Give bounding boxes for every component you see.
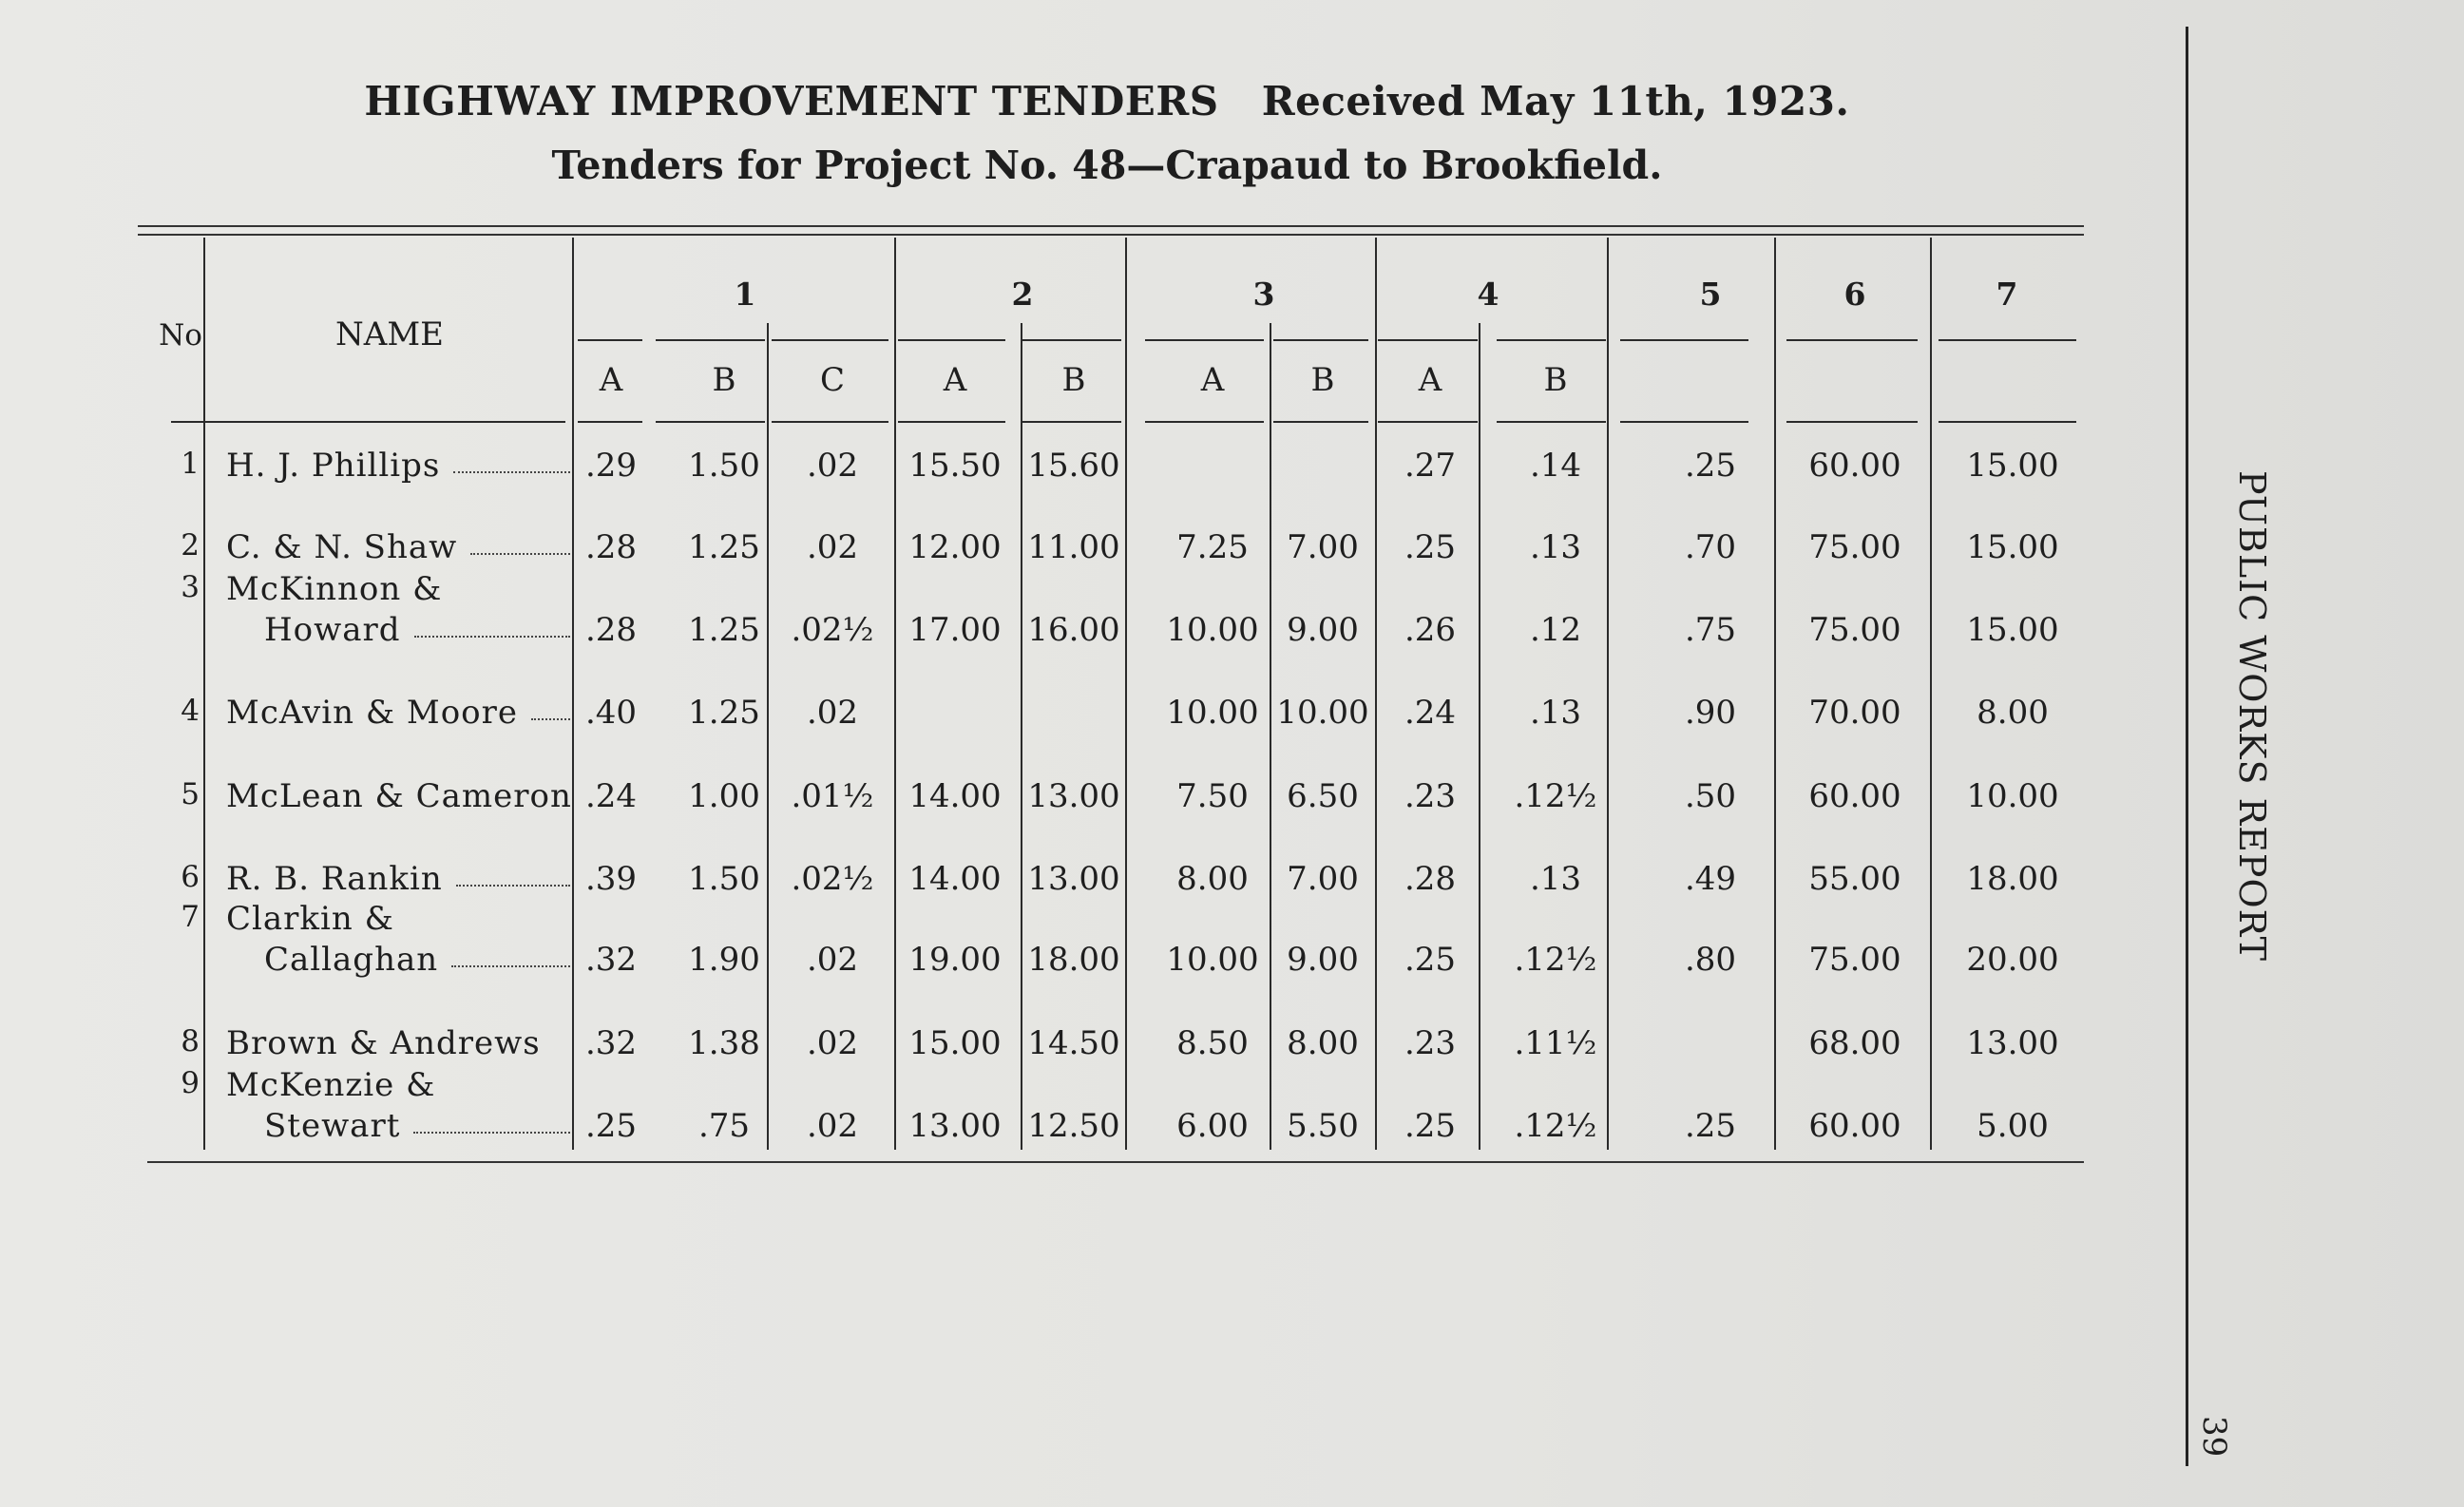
row-number: 2 bbox=[181, 528, 200, 563]
bid-cell: .24 bbox=[1404, 694, 1457, 732]
header-sub-b: B bbox=[712, 361, 736, 399]
tenderer-name bbox=[226, 447, 570, 485]
bid-cell: 16.00 bbox=[1027, 611, 1120, 649]
bid-cell: 9.00 bbox=[1287, 941, 1359, 979]
title-received-date: Received May 11th, 1923. bbox=[1261, 78, 1850, 124]
bid-cell: 15.00 bbox=[908, 1024, 1002, 1062]
tenderer-name: Clarkin & bbox=[226, 900, 394, 938]
bid-cell: .23 bbox=[1404, 1024, 1457, 1062]
bid-cell: 13.00 bbox=[1027, 777, 1120, 815]
bid-cell: 7.50 bbox=[1176, 777, 1249, 815]
bid-cell: .23 bbox=[1404, 777, 1457, 815]
bid-cell: 6.50 bbox=[1287, 777, 1359, 815]
bid-cell: 19.00 bbox=[908, 941, 1002, 979]
bid-cell: 10.00 bbox=[1166, 694, 1259, 732]
bid-cell: .90 bbox=[1684, 694, 1737, 732]
page-number bbox=[2195, 1416, 2233, 1473]
header-group-3: 3 bbox=[1252, 276, 1275, 313]
tenderer-name bbox=[226, 860, 570, 898]
tenderer-name: McKinnon & bbox=[226, 570, 443, 608]
row-number: 3 bbox=[181, 570, 200, 604]
header-group-2: 2 bbox=[1011, 276, 1034, 313]
title-main: HIGHWAY IMPROVEMENT TENDERS bbox=[364, 78, 1219, 124]
dot-leader bbox=[413, 1107, 570, 1134]
header-group-1: 1 bbox=[734, 276, 756, 313]
bid-cell: .14 bbox=[1529, 447, 1582, 485]
bid-cell: 5.00 bbox=[1977, 1107, 2049, 1145]
tenderer-name bbox=[226, 694, 570, 732]
tenderer-name bbox=[226, 528, 570, 566]
bid-cell: .25 bbox=[1404, 941, 1457, 979]
bid-cell: .25 bbox=[1404, 528, 1457, 566]
bid-cell: 1.25 bbox=[688, 528, 760, 566]
bid-cell: 14.00 bbox=[908, 860, 1002, 898]
tenderer-name-text: Callaghan bbox=[264, 941, 439, 979]
bid-cell: 55.00 bbox=[1808, 860, 1901, 898]
header-sub-b: B bbox=[1543, 361, 1568, 399]
tenderer-name: McLean & Cameron bbox=[226, 777, 572, 815]
row-number: 8 bbox=[181, 1024, 200, 1059]
bid-cell: 1.25 bbox=[688, 611, 760, 649]
dot-leader bbox=[456, 860, 570, 887]
bid-cell: .75 bbox=[1684, 611, 1737, 649]
bid-cell: 6.00 bbox=[1176, 1107, 1249, 1145]
bid-cell: 14.00 bbox=[908, 777, 1002, 815]
bid-cell: 15.60 bbox=[1027, 447, 1120, 485]
top-rule bbox=[138, 225, 2084, 227]
bid-cell: 13.00 bbox=[1966, 1024, 2059, 1062]
header-name: NAME bbox=[335, 315, 444, 353]
bid-cell: .32 bbox=[584, 1024, 638, 1062]
page-title bbox=[138, 78, 2076, 124]
bid-cell: 20.00 bbox=[1966, 941, 2059, 979]
bid-cell: .12½ bbox=[1514, 1107, 1597, 1145]
dot-leader bbox=[453, 447, 570, 473]
bid-cell: 8.00 bbox=[1977, 694, 2049, 732]
bid-cell: .13 bbox=[1529, 528, 1582, 566]
dot-leader bbox=[414, 611, 570, 638]
bid-cell: 18.00 bbox=[1966, 860, 2059, 898]
bid-cell: .25 bbox=[1684, 447, 1737, 485]
bid-cell: .12½ bbox=[1514, 777, 1597, 815]
bid-cell: 60.00 bbox=[1808, 777, 1901, 815]
bid-cell: 68.00 bbox=[1808, 1024, 1901, 1062]
bid-cell: 13.00 bbox=[1027, 860, 1120, 898]
dot-leader bbox=[531, 694, 570, 720]
bid-cell: .12 bbox=[1529, 611, 1582, 649]
bid-cell: .32 bbox=[584, 941, 638, 979]
bid-cell: 10.00 bbox=[1276, 694, 1369, 732]
page-subtitle: Tenders for Project No. 48—Crapaud to Brookfield. bbox=[551, 143, 1663, 188]
header-sub-a: A bbox=[1418, 361, 1442, 399]
tenderer-name bbox=[264, 1107, 570, 1145]
tenderer-name-text: Howard bbox=[264, 611, 401, 649]
header-sub-a: A bbox=[599, 361, 623, 399]
page-number-text: 39 bbox=[2195, 1416, 2233, 1458]
bid-cell: .24 bbox=[584, 777, 638, 815]
header-sub-b: B bbox=[1061, 361, 1086, 399]
bid-cell: 9.00 bbox=[1287, 611, 1359, 649]
bid-cell: 18.00 bbox=[1027, 941, 1120, 979]
header-sub-a: A bbox=[943, 361, 967, 399]
bid-cell: .02½ bbox=[791, 611, 874, 649]
bid-cell: 13.00 bbox=[908, 1107, 1002, 1145]
bid-cell: .40 bbox=[584, 694, 638, 732]
row-number: 4 bbox=[181, 694, 200, 728]
bid-cell: 1.25 bbox=[688, 694, 760, 732]
bid-cell: .80 bbox=[1684, 941, 1737, 979]
bid-cell: .27 bbox=[1404, 447, 1457, 485]
bottom-rule bbox=[147, 1161, 2084, 1163]
header-sub-b: B bbox=[1310, 361, 1335, 399]
bid-cell: 75.00 bbox=[1808, 528, 1901, 566]
row-number: 7 bbox=[181, 900, 200, 934]
bid-cell: 15.00 bbox=[1966, 528, 2059, 566]
bid-cell: 12.50 bbox=[1027, 1107, 1120, 1145]
running-head bbox=[2231, 470, 2273, 1040]
bid-cell: .01½ bbox=[791, 777, 874, 815]
tenderer-name-text: McAvin & Moore bbox=[226, 694, 519, 732]
bid-cell: 8.00 bbox=[1287, 1024, 1359, 1062]
bid-cell: 17.00 bbox=[908, 611, 1002, 649]
bid-cell: 11.00 bbox=[1027, 528, 1120, 566]
bid-cell: .28 bbox=[1404, 860, 1457, 898]
bid-cell: .28 bbox=[584, 611, 638, 649]
dot-leader bbox=[451, 941, 570, 967]
bid-cell: 1.90 bbox=[688, 941, 760, 979]
bid-cell: 10.00 bbox=[1166, 941, 1259, 979]
tenderer-name-text: R. B. Rankin bbox=[226, 860, 443, 898]
bid-cell: 15.00 bbox=[1966, 611, 2059, 649]
bid-cell: .13 bbox=[1529, 694, 1582, 732]
header-group-7: 7 bbox=[1996, 276, 2018, 313]
bid-cell: 60.00 bbox=[1808, 1107, 1901, 1145]
margin-rule bbox=[2186, 27, 2188, 1466]
bid-cell: .02½ bbox=[791, 860, 874, 898]
row-number: 1 bbox=[181, 447, 200, 481]
bid-cell: 15.00 bbox=[1966, 447, 2059, 485]
bid-cell: .02 bbox=[806, 447, 859, 485]
tenderer-name-text: H. J. Phillips bbox=[226, 447, 441, 485]
tenderer-name bbox=[264, 611, 570, 649]
bid-cell: .26 bbox=[1404, 611, 1457, 649]
tenderer-name: McKenzie & bbox=[226, 1066, 436, 1104]
running-head-text: PUBLIC WORKS REPORT bbox=[2231, 470, 2273, 962]
bid-cell: .02 bbox=[806, 528, 859, 566]
row-number: 9 bbox=[181, 1066, 200, 1100]
row-number: 5 bbox=[181, 777, 200, 811]
bid-cell: .02 bbox=[806, 1107, 859, 1145]
bid-cell: .25 bbox=[1684, 1107, 1737, 1145]
bid-cell: .28 bbox=[584, 528, 638, 566]
tenderer-name bbox=[264, 941, 570, 979]
bid-cell: 7.00 bbox=[1287, 528, 1359, 566]
bid-cell: .12½ bbox=[1514, 941, 1597, 979]
row-number: 6 bbox=[181, 860, 200, 894]
header-sub-c: C bbox=[819, 361, 846, 399]
bid-cell: 60.00 bbox=[1808, 447, 1901, 485]
header-no: No bbox=[159, 318, 202, 353]
bid-cell: .02 bbox=[806, 694, 859, 732]
bid-cell: .02 bbox=[806, 1024, 859, 1062]
bid-cell: 12.00 bbox=[908, 528, 1002, 566]
bid-cell: 1.50 bbox=[688, 860, 760, 898]
bid-cell: .13 bbox=[1529, 860, 1582, 898]
bid-cell: 8.50 bbox=[1176, 1024, 1249, 1062]
bid-cell: .25 bbox=[1404, 1107, 1457, 1145]
bid-cell: 1.38 bbox=[688, 1024, 760, 1062]
bid-cell: 5.50 bbox=[1287, 1107, 1359, 1145]
bid-cell: .11½ bbox=[1514, 1024, 1597, 1062]
bid-cell: .29 bbox=[584, 447, 638, 485]
bid-cell: .75 bbox=[697, 1107, 751, 1145]
bid-cell: 75.00 bbox=[1808, 941, 1901, 979]
bid-cell: 8.00 bbox=[1176, 860, 1249, 898]
tenderer-name-text: Stewart bbox=[264, 1107, 401, 1145]
bid-cell: 15.50 bbox=[908, 447, 1002, 485]
bid-cell: 7.00 bbox=[1287, 860, 1359, 898]
top-rule-double bbox=[138, 234, 2084, 236]
bid-cell: 1.50 bbox=[688, 447, 760, 485]
header-group-5: 5 bbox=[1699, 276, 1722, 313]
header-group-6: 6 bbox=[1843, 276, 1866, 313]
bid-cell: 14.50 bbox=[1027, 1024, 1120, 1062]
bid-cell: .02 bbox=[806, 941, 859, 979]
bid-cell: 75.00 bbox=[1808, 611, 1901, 649]
bid-cell: .50 bbox=[1684, 777, 1737, 815]
dot-leader bbox=[470, 528, 570, 555]
tenderer-name: Brown & Andrews bbox=[226, 1024, 541, 1062]
bid-cell: .49 bbox=[1684, 860, 1737, 898]
bid-cell: 1.00 bbox=[688, 777, 760, 815]
bid-cell: 70.00 bbox=[1808, 694, 1901, 732]
tenderer-name-text: C. & N. Shaw bbox=[226, 528, 458, 566]
bid-cell: .39 bbox=[584, 860, 638, 898]
header-group-4: 4 bbox=[1477, 276, 1499, 313]
bid-cell: 7.25 bbox=[1176, 528, 1249, 566]
bid-cell: 10.00 bbox=[1166, 611, 1259, 649]
bid-cell: 10.00 bbox=[1966, 777, 2059, 815]
bid-cell: .70 bbox=[1684, 528, 1737, 566]
bid-cell: .25 bbox=[584, 1107, 638, 1145]
header-sub-a: A bbox=[1200, 361, 1225, 399]
